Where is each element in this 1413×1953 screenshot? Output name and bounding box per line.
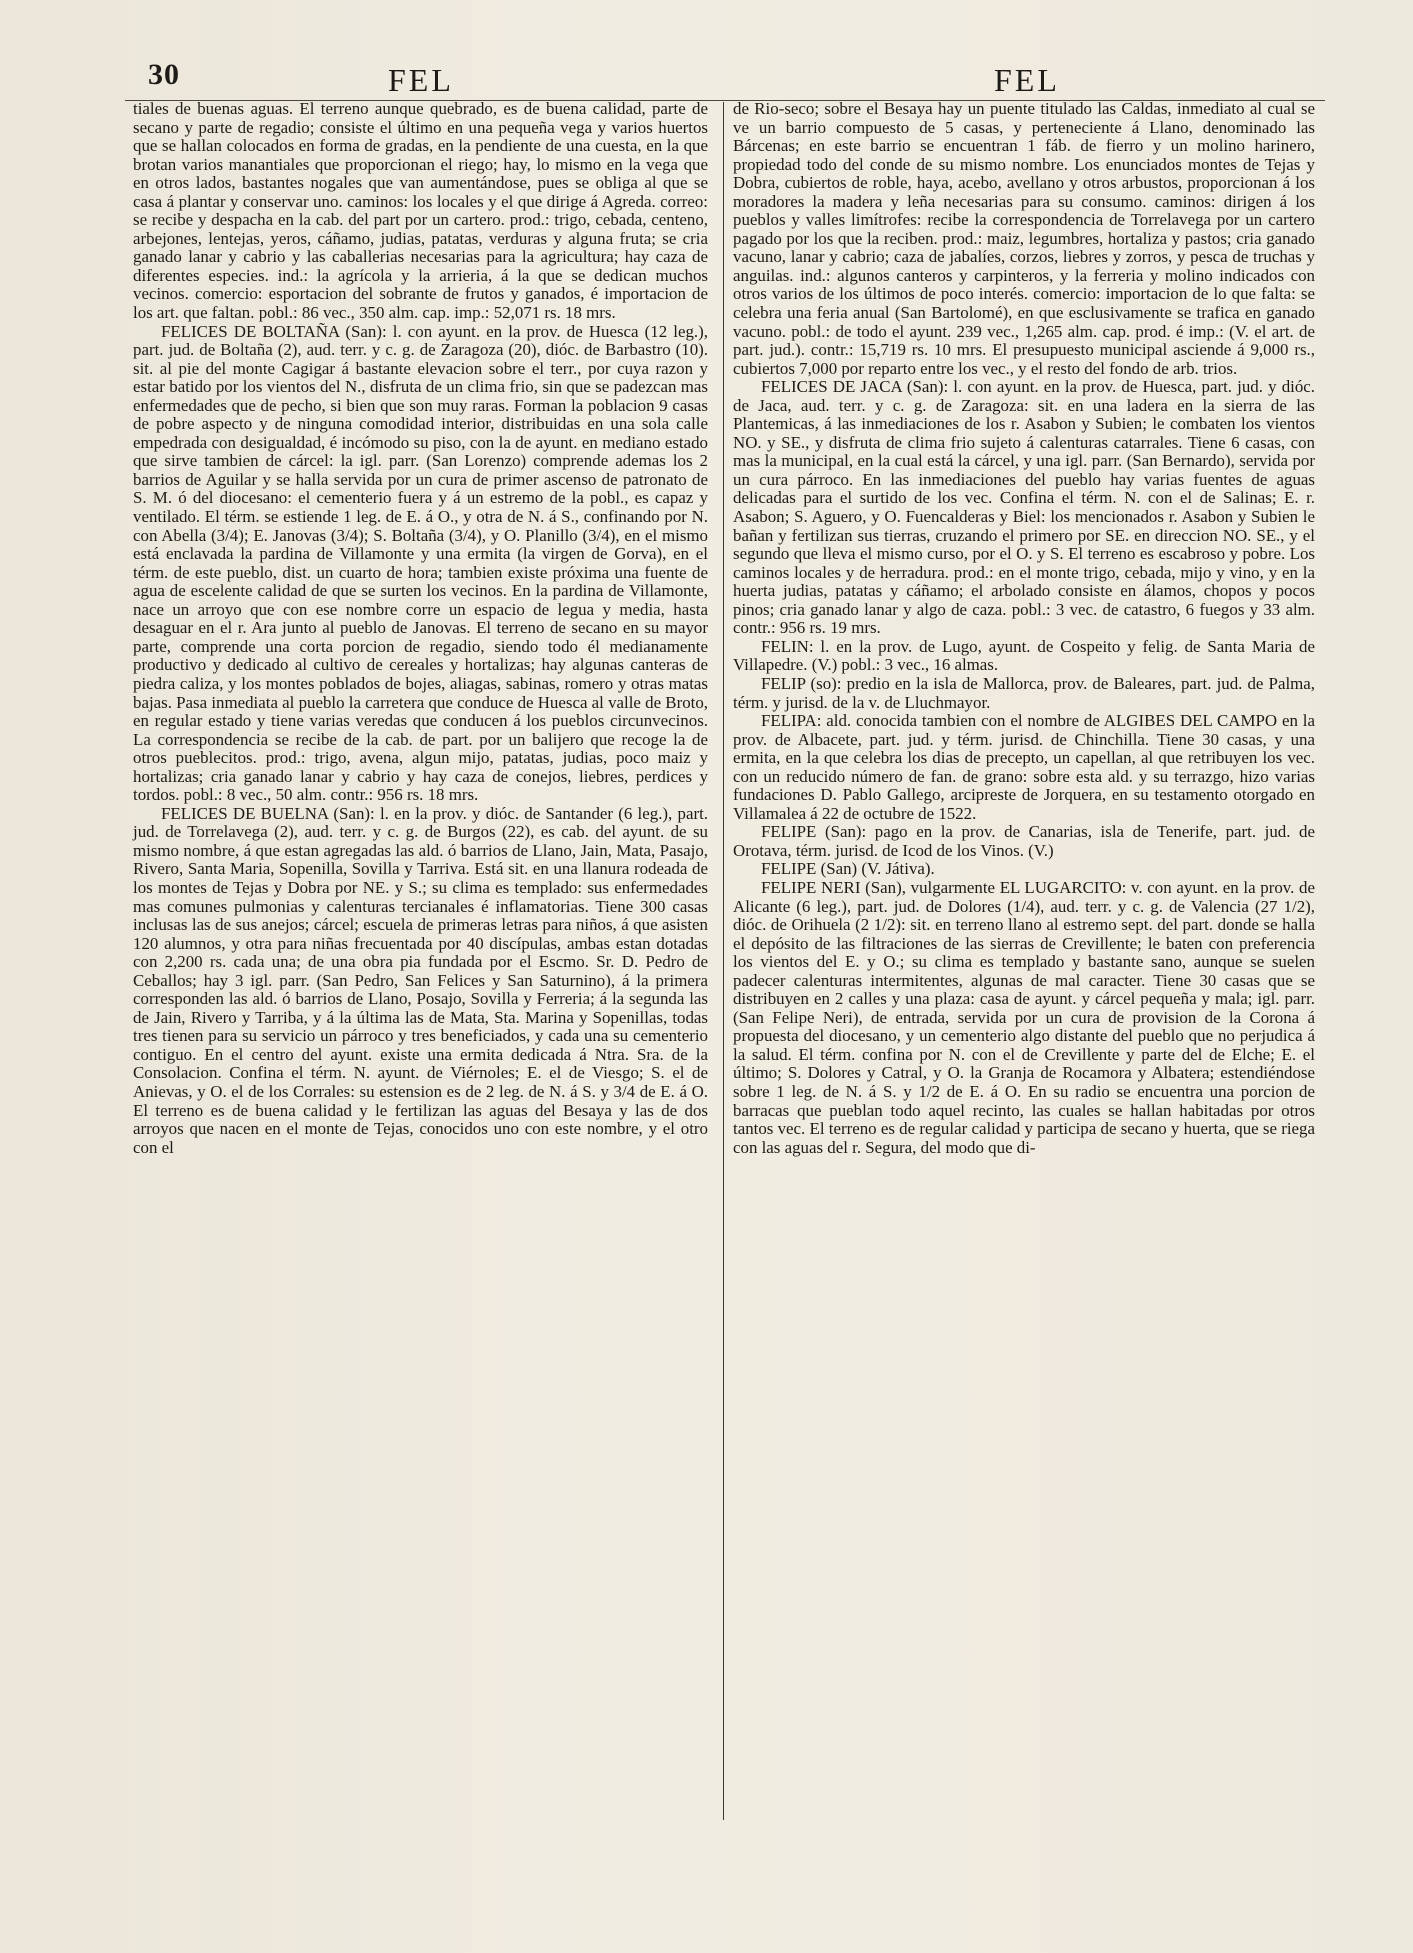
entry-felin: FELIN: l. en la prov. de Lugo, ayunt. de Cospeito y felig. de Santa Maria de Villapedre. (V.) pobl.: 3 vec., 16 almas. (733, 636, 1315, 675)
left-column (133, 100, 708, 1157)
entry-felipe-jativa: FELIPE (San) (V. Játiva). (761, 859, 935, 879)
entry-felices-de-jaca: FELICES DE JACA (San): l. con ayunt. en la prov. de Huesca, part. jud. y dióc. de Jaca, aud. terr. y c. g. de Zaragoza: sit. en una ladera en la sierra de las Plantemicas, á las inmediaciones de los r. Asabon y Subien; le combaten los vientos NO. y SE., y disfruta de clima frio sujeto á calenturas catarrales. Tiene 6 casas, con mas la municipal, en la cual está la cárcel, y una igl. parr. (San Bernardo), servida por un cura párroco. En las inmediaciones del pueblo hay varias fuentes de aguas delicadas para el surtido de los vec. Confina el térm. N. con el de Salinas; E. r. Asabon; S. Aguero, y O. Fuencalderas y Biel: los mencionados r. Asabon y Subien le bañan y fertilizan sus tierras, cruzando el primero por SE. en direccion NO. SE., y el segundo que lleva el mismo curso, por el O. y S. El terreno es escabroso y pobre. Los caminos locales y de herradura. prod.: en el monte trigo, cebada, mijo y vino, y en la huerta judias, patatas y cáñamo; el arbolado consiste en álamos, chopos y pocos pinos; cria ganado lanar y algo de caza. pobl.: 3 vec. de catastro, 6 fuegos y 33 alm. contr.: 956 rs. 19 mrs. (733, 377, 1315, 638)
entry-felipe-neri: FELIPE NERI (San), vulgarmente EL LUGARCITO: v. con ayunt. en la prov. de Alicante (6 leg.), part. jud. de Dolores (1/4), aud. terr. y c. g. de Valencia (27 1/2), dióc. de Orihuela (2 1/2): sit. en terreno llano al estremo sept. del part. donde se halla el depósito de las filtraciones de las sierras de Crevillente; le baten con preferencia los vientos del E. y O.; su clima es templado y bastante sano, aunque se suelen padecer calenturas intermitentes, algunas de mal caracter. Tiene 30 casas que se distribuyen en 2 calles y una plaza: casa de ayunt. y cárcel pequeña y mala; igl. parr. (San Felipe Neri), de entrada, servida por un cura de provision de la Corona á propuesta del diocesano, y un cementerio algo distante del pueblo que no perjudica á la salud. El térm. confina por N. con el de Crevillente y parte del de Elche; E. el último; S. Dolores y Catral, y O. la Granja de Rocamora y Albatera; estendiéndose sobre 1 leg. de N. á S. y 1/2 de E. á O. En su radio se encuentra una porcion de barracas que pueblan todo aquel recinto, las cuales se hallan habitadas por otros tantos vec. El terreno es de regular calidad y participa de secano y huerta, que se riega con las aguas del r. Segura, del modo que di- (733, 877, 1315, 1157)
page-number: 30 (148, 58, 180, 91)
running-head-right: FEL (994, 62, 1060, 98)
entry-felipa: FELIPA: ald. conocida tambien con el nombre de ALGIBES DEL CAMPO en la prov. de Albacete, part. jud. y térm. jurisd. de Chinchilla. Tiene 30 casas, y una ermita, en la que celebra los dias de precepto, un capellan, al que retribuyen los vec. con un reducido número de fan. de grano: sobre esta ald. y su terrazgo, hizo varias fundaciones D. Pablo Gallego, arcipreste de Jorquera, en su testamento otorgado en Villamalea á 22 de octubre de 1522. (733, 711, 1315, 823)
entry-felices-de-buelna: FELICES DE BUELNA (San): l. en la prov. y dióc. de Santander (6 leg.), part. jud. de Torrelavega (2), aud. terr. y c. g. de Burgos (22), es cab. del ayunt. de su mismo nombre, á que estan agregadas las ald. ó barrios de Llano, Jain, Mata, Pasajo, Rivero, Santa Maria, Sopenilla, Sovilla y Tarriva. Está sit. en una llanura rodeada de los montes de Tejas y Dobra por NE. y S.; su clima es templado: sus enfermedades mas comunes pulmonias y calenturas tercianales é inflamatorias. Tiene 300 casas inclusas las de sus anejos; cárcel; escuela de primeras letras para niños, á que asisten 120 alumnos, y otra para niñas frecuentada por 40 discípulas, ambas estan dotadas con 2,200 rs. cada una; de una obra pia fundada por el Escmo. Sr. D. Pedro de Ceballos; hay 3 igl. parr. (San Pedro, San Felices y San Saturnino), á la primera corresponden las ald. ó barrios de Llano, Posajo, Sovilla y Ferreria; á la segunda las de Jain, Rivero y Tarriba, y á la última las de Mata, Sta. Marina y Sopenillas, todas tres tienen para su servicio un párroco y tres beneficiados, y cada una su cementerio contiguo. En el centro del ayunt. existe una ermita dedicada á Ntra. Sra. de la Consolacion. Confina el térm. N. ayunt. de Viérnoles; E. el de Viesgo; S. el de Anievas, y O. el de los Corrales: su estension es de 2 leg. de N. á S. y 3/4 de E. á O. El terreno es de buena calidad y le fertilizan las aguas del Besaya y las de dos arroyos que nacen en el monte de Tejas, conocidos uno con este nombre, y el otro con el (133, 803, 708, 1157)
running-head-left: FEL (388, 62, 454, 98)
entry-felices-de-boltana: FELICES DE BOLTAÑA (San): l. con ayunt. en la prov. de Huesca (12 leg.), part. jud. de Boltaña (2), aud. terr. y c. g. de Zaragoza (20), dióc. de Barbastro (10). sit. al pie del monte Cagigar á bastante elevacion sobre el terr., por cuya razon y estar batido por los vientos del N., disfruta de un clima frio, sin que se padezcan mas enfermedades que de pecho, si bien que son muy raras. Forman la poblacion 9 casas de pobre aspecto y de ninguna comodidad interior, distribuidas en una sola calle empedrada con desigualdad, é incómodo su piso, con la de ayunt. en mediano estado que sirve tambien de cárcel: la igl. parr. (San Lorenzo) comprende ademas los 2 barrios de Aguilar y se halla servida por un cura de primer ascenso de patronato de S. M. ó del diocesano: el cementerio fuera y á un estremo de la pobl., es capaz y ventilado. El térm. se estiende 1 leg. de E. á O., y otra de N. á S., confinando por N. con Abella (3/4); E. Janovas (3/4); S. Boltaña (3/4), y O. Planillo (3/4), en el mismo está enclavada la pardina de Villamonte y una ermita (la virgen de Gorva), en el térm. de este pueblo, dist. un cuarto de hora; tambien existe próxima una fuente de agua de escelente calidad de que se surten los vecinos. En la pardina de Villamonte, nace un arroyo que con ese nombre corre un espacio de legua y media, hasta desaguar en el r. Ara junto al pueblo de Janovas. El terreno de secano en su mayor parte, comprende una corta porcion de regadio, siendo todo él medianamente productivo y dedicado al cultivo de cereales y hortalizas; hay algunas canteras de piedra caliza, y los montes poblados de bojes, aliagas, sabinas, romero y otras matas bajas. Pasa inmediata al pueblo la carretera que conduce de Huesca al valle de Broto, en regular estado y tiene varias veredas que conducen á los pueblos circunvecinos. La correspondencia se recibe de la cab. de part. por un balijero que recoge la de otros pueblecitos. prod.: trigo, avena, algun mijo, patatas, judias, poco maiz y hortalizas; cria ganado lanar y cabrio y hay caza de conejos, liebres, perdices y tordos. pobl.: 8 vec., 50 alm. contr.: 956 rs. 18 mrs. (133, 321, 708, 805)
entry-continuation-buelna: de Rio-seco; sobre el Besaya hay un puente titulado las Caldas, inmediato al cual se ve un barrio compuesto de 5 casas, y perteneciente á Llano, denominado las Bárcenas; en este barrio se encuentran 1 fáb. de fierro y un molino harinero, propiedad todo del conde de su mismo nombre. Los enunciados montes de Tejas y Dobra, cubiertos de roble, haya, acebo, avellano y otros arbustos, proporcionan á los moradores la madera y leña necesarias para su consumo. caminos: dirigen á los pueblos y valles limítrofes: recibe la correspondencia de Torrelavega por un cartero pagado por los que la reciben. prod.: maiz, legumbres, hortaliza y pastos; cria ganado vacuno, lanar y cabrio; caza de jabalíes, corzos, liebres y zorros, y pesca de truchas y anguilas. ind.: algunos canteros y carpinteros, y la ferreria y molino indicados con otros varios de los últimos de poco interés. comercio: importacion de lo que falta: se celebra una feria anual (San Bartolomé), en que esclusivamente se trafica en ganado vacuno. pobl.: de todo el ayunt. 239 vec., 1,265 alm. cap. prod. é imp.: (V. el art. de part. jud.). contr.: 15,719 rs. 10 mrs. El presupuesto municipal asciende á 9,000 rs., cubiertos 7,000 por reparto entre los vec., y el resto del fondo de arb. trios. (733, 99, 1315, 378)
entry-continuation: tiales de buenas aguas. El terreno aunque quebrado, es de buena calidad, parte de secano y parte de regadio; consiste el último en una pequeña vega y varios huertos que se hallan colocados en forma de gradas, en la pendiente de una cuesta, en la que brotan varios manantiales que proporcionan el riego; hay, lo mismo en la vega que en otros lados, bastantes nogales que van aumentándose, pues se obliga al que se casa á plantar y conservar uno. caminos: los locales y el que dirige á Agreda. correo: se recibe y despacha en la cab. del part por un cartero. prod.: trigo, cebada, centeno, arbejones, lentejas, yeros, cáñamo, judias, patatas, verduras y alguna fruta; se cria ganado lanar y cabrio y las caballerias necesarias para la agricultura; hay caza de diferentes especies. ind.: la agrícola y la arrieria, á la que se dedican muchos vecinos. comercio: esportacion del sobrante de frutos y ganados, é importacion de los art. que faltan. pobl.: 86 vec., 350 alm. cap. imp.: 52,071 rs. 18 mrs. (133, 99, 708, 323)
column-divider (723, 102, 724, 1820)
right-column (733, 100, 1315, 1157)
entry-felipe-canarias: FELIPE (San): pago en la prov. de Canarias, isla de Tenerife, part. jud. de Orotava, térm. jurisd. de Icod de los Vinos. (V.) (733, 822, 1315, 860)
entry-felip: FELIP (so): predio en la isla de Mallorca, prov. de Baleares, part. jud. de Palma, térm. y jurisd. de la v. de Lluchmayor. (733, 673, 1315, 712)
